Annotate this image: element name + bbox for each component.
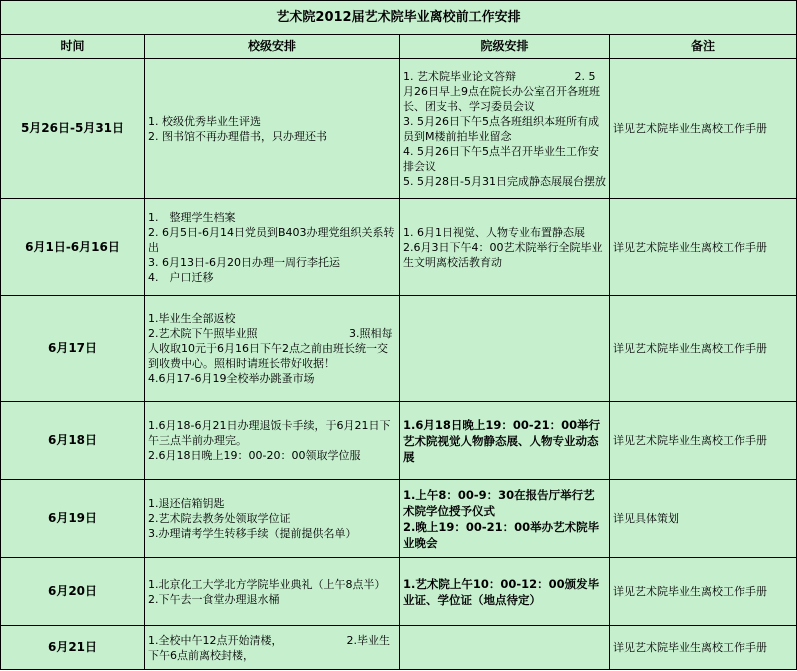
school-cell (145, 59, 400, 199)
college-cell (400, 296, 610, 402)
school-line: 3. 6月13日-6月20日办理一周行李托运 (148, 255, 340, 269)
school-line: 2. 图书馆不再办理借书，只办理还书 (148, 129, 327, 143)
school-cell (145, 199, 400, 296)
table-row (1, 402, 797, 480)
school-line: 1. 整理学生档案 (148, 210, 236, 224)
time-cell: 6月20日 (1, 558, 145, 626)
college-cell (400, 626, 610, 670)
school-line: 1.北京化工大学北方学院毕业典礼（上午8点半） (148, 577, 386, 591)
school-cell (145, 558, 400, 626)
table-row (1, 296, 797, 402)
time-cell: 5月26日-5月31日 (1, 59, 145, 199)
school-line: 1.全校中午12点开始清楼， 2.毕业生下午6点前离校封楼， (148, 633, 390, 662)
header-time: 时间 (1, 35, 145, 59)
college-line: 2.晚上19：00-21：00举办艺术院毕业晚会 (403, 519, 600, 550)
table-row (1, 480, 797, 558)
school-cell (145, 626, 400, 670)
table-title: 艺术院2012届艺术院毕业离校前工作安排 (1, 1, 797, 35)
college-line: 1.6月18日晚上19：00-21：00举行艺术院视觉人物静态展、人物专业动态展 (403, 417, 601, 464)
college-cell (400, 402, 610, 480)
note-cell: 详见艺术院毕业生离校工作手册 (610, 59, 797, 199)
note-cell: 详见具体策划 (610, 480, 797, 558)
school-cell (145, 296, 423, 402)
school-cell (145, 402, 400, 480)
college-line: 1.艺术院上午10：00-12：00颁发毕业证、学位证（地点待定） (403, 576, 600, 607)
school-cell (145, 480, 400, 558)
college-cell (400, 480, 610, 558)
note-cell: 详见艺术院毕业生离校工作手册 (610, 199, 797, 296)
note-cell: 详见艺术院毕业生离校工作手册 (610, 402, 797, 480)
school-line: 1.退还信箱钥匙 (148, 497, 225, 510)
table-row (1, 626, 797, 670)
college-line: 1. 6月1日视觉、人物专业布置静态展 (403, 225, 585, 239)
school-line: 2.下午去一食堂办理退水桶 (148, 592, 280, 606)
time-cell: 6月18日 (1, 402, 145, 480)
time-cell: 6月17日 (1, 296, 145, 402)
college-cell (400, 59, 610, 199)
school-line: 2.6月18日晚上19：00-20：00领取学位服 (148, 449, 361, 462)
school-line: 2.艺术院下午照毕业照 3.照相每人收取10元于6月16日下午2点之前由班长统一交到收费中心。照相时请班长带好收据！ 4.6月17-6月19全校举办跳蚤市场 (148, 327, 423, 385)
school-line: 2. 6月5日-6月14日党员到B403办理党组织关系转出 (148, 225, 395, 254)
table-row (1, 199, 797, 296)
time-cell: 6月21日 (1, 626, 145, 670)
header-note: 备注 (610, 35, 797, 59)
header-college: 院级安排 (400, 35, 610, 59)
school-line: 1. 校级优秀毕业生评选 (148, 114, 261, 128)
table-row (1, 59, 797, 199)
college-cell (400, 199, 610, 296)
school-line: 1.6月18-6月21日办理退饭卡手续，于6月21日下午三点半前办理完。 (148, 419, 391, 447)
college-line: 2.6月3日下午4：00艺术院举行全院毕业生文明离校活教育动 (403, 240, 603, 269)
note-cell: 详见艺术院毕业生离校工作手册 (610, 626, 797, 670)
time-cell: 6月1日-6月16日 (1, 199, 145, 296)
college-line: 3. 5月26日下午5点各班组织本班所有成员到M楼前拍毕业留念 (403, 114, 599, 143)
college-line: 1. 艺术院毕业论文答辩 2. 5月26日早上9点在院长办公室召开各班班长、团支书、学习委员会议 (403, 69, 600, 113)
college-line: 5. 5月28日-5月31日完成静态展展台摆放 (403, 174, 606, 188)
school-line: 3.办理请考学生转移手续（提前提供名单） (148, 527, 357, 540)
note-cell: 详见艺术院毕业生离校工作手册 (610, 296, 797, 402)
college-cell (400, 558, 610, 626)
college-line: 4. 5月26日下午5点半召开毕业生工作安排会议 (403, 144, 599, 173)
school-line: 1.毕业生全部返校 (148, 312, 236, 325)
header-school: 校级安排 (145, 35, 400, 59)
note-cell: 详见艺术院毕业生离校工作手册 (610, 558, 797, 626)
college-line: 1.上午8：00-9：30在报告厅举行艺术院学位授予仪式 (403, 487, 595, 518)
school-line: 2.艺术院去教务处领取学位证 (148, 512, 291, 525)
school-line: 4. 户口迁移 (148, 270, 214, 284)
table-row (1, 558, 797, 626)
time-cell: 6月19日 (1, 480, 145, 558)
